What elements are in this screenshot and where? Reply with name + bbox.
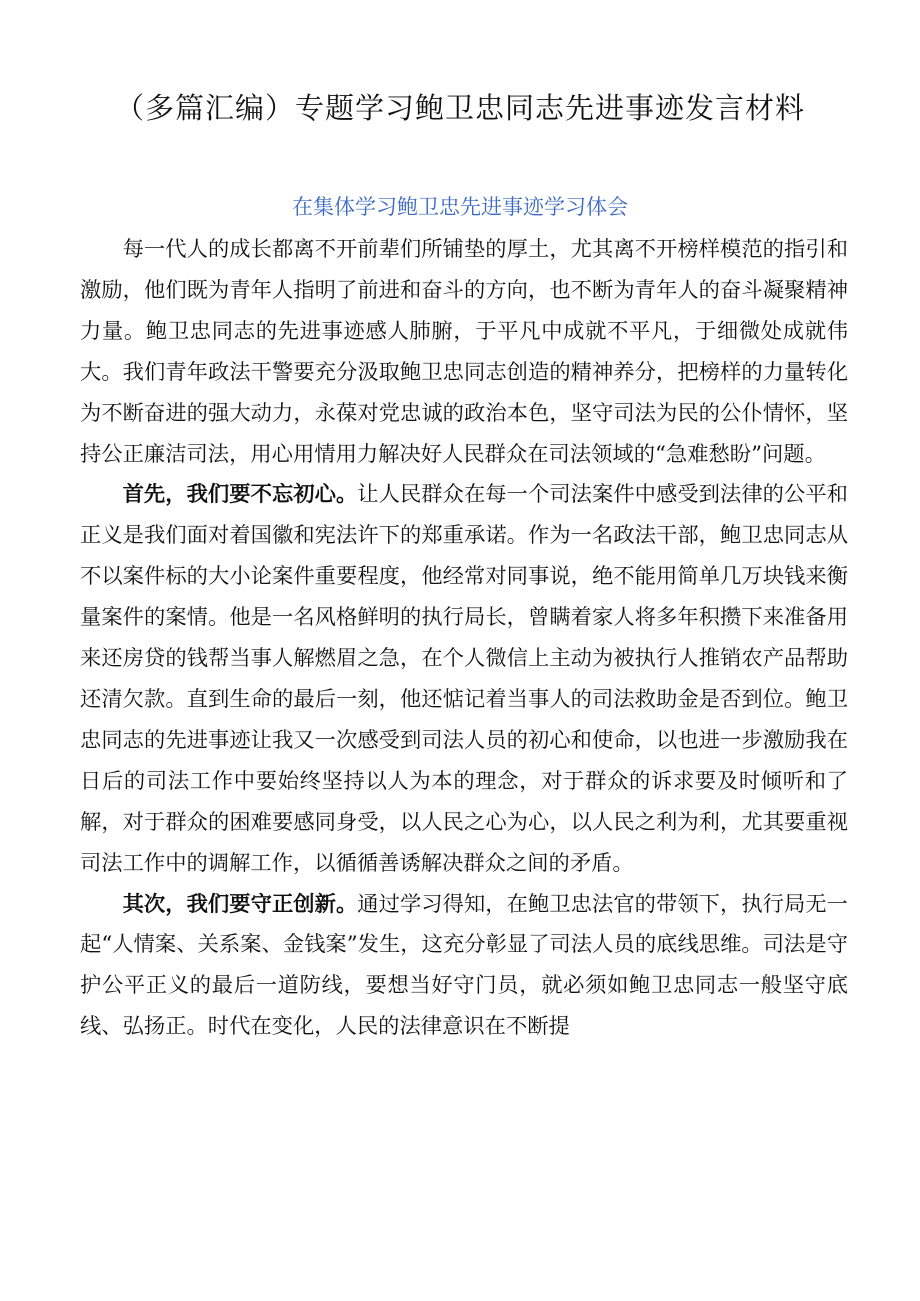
paragraph-2-text: 让人民群众在每一个司法案件中感受到法律的公平和正义是我们面对着国徽和宪法许下的郑重承诺。作为一名政法干部，鲍卫忠同志从不以案件标的大小论案件重要程度，他经常对同事说，绝不能用简单几万块钱来衡量案件的案情。他是一名风格鲜明的执行局长，曾瞒着家人将多年积攒下来准备用来还房贷的钱帮当事人解燃眉之急，在个人微信上主动为被执行人推销农产品帮助还清欠款。直到生命的最后一刻，他还惦记着当事人的司法救助金是否到位。鲍卫忠同志的先进事迹让我又一次感受到司法人员的初心和使命，以也进一步激励我在日后的司法工作中要始终坚持以人为本的理念，对于群众的诉求要及时倾听和了解，对于群众的困难要感同身受，以人民之心为心，以人民之利为利，尤其要重视司法工作中的调解工作，以循循善诱解决群众之间的矛盾。: [80, 482, 848, 876]
paragraph-3-text: 通过学习得知，在鲍卫忠法官的带领下，执行局无一起“人情案、关系案、金钱案”发生，这充分彰显了司法人员的底线思维。司法是守护公平正义的最后一道防线，要想当好守门员，就必须如鲍卫忠同志一般坚守底线、弘扬正。时代在变化，人民的法律意识在不断提: [80, 891, 848, 1040]
paragraph-2: [80, 475, 848, 884]
paragraph-3-lead: 其次，我们要守正创新。: [122, 891, 358, 917]
section-heading: 在集体学习鲍卫忠先进事迹学习体会: [292, 195, 628, 219]
paragraph-1: [80, 230, 848, 475]
paragraph-3: [80, 885, 848, 1049]
document-title: （多篇汇编）专题学习鲍卫忠同志先进事迹发言材料: [114, 91, 805, 125]
paragraph-2-lead: 首先，我们要不忘初心。: [122, 482, 358, 508]
document-body: [80, 230, 848, 1048]
paragraph-1-text: 每一代人的成长都离不开前辈们所铺垫的厚土，尤其离不开榜样模范的指引和激励，他们既为青年人指明了前进和奋斗的方向，也不断为青年人的奋斗凝聚精神力量。鲍卫忠同志的先进事迹感人肺腑，于平凡中成就不平凡，于细微处成就伟大。我们青年政法干警要充分汲取鲍卫忠同志创造的精神养分，把榜样的力量转化为不断奋进的强大动力，永葆对党忠诚的政治本色，坚守司法为民的公仆情怀，坚持公正廉洁司法，用心用情用力解决好人民群众在司法领域的“急难愁盼”问题。: [80, 237, 848, 467]
